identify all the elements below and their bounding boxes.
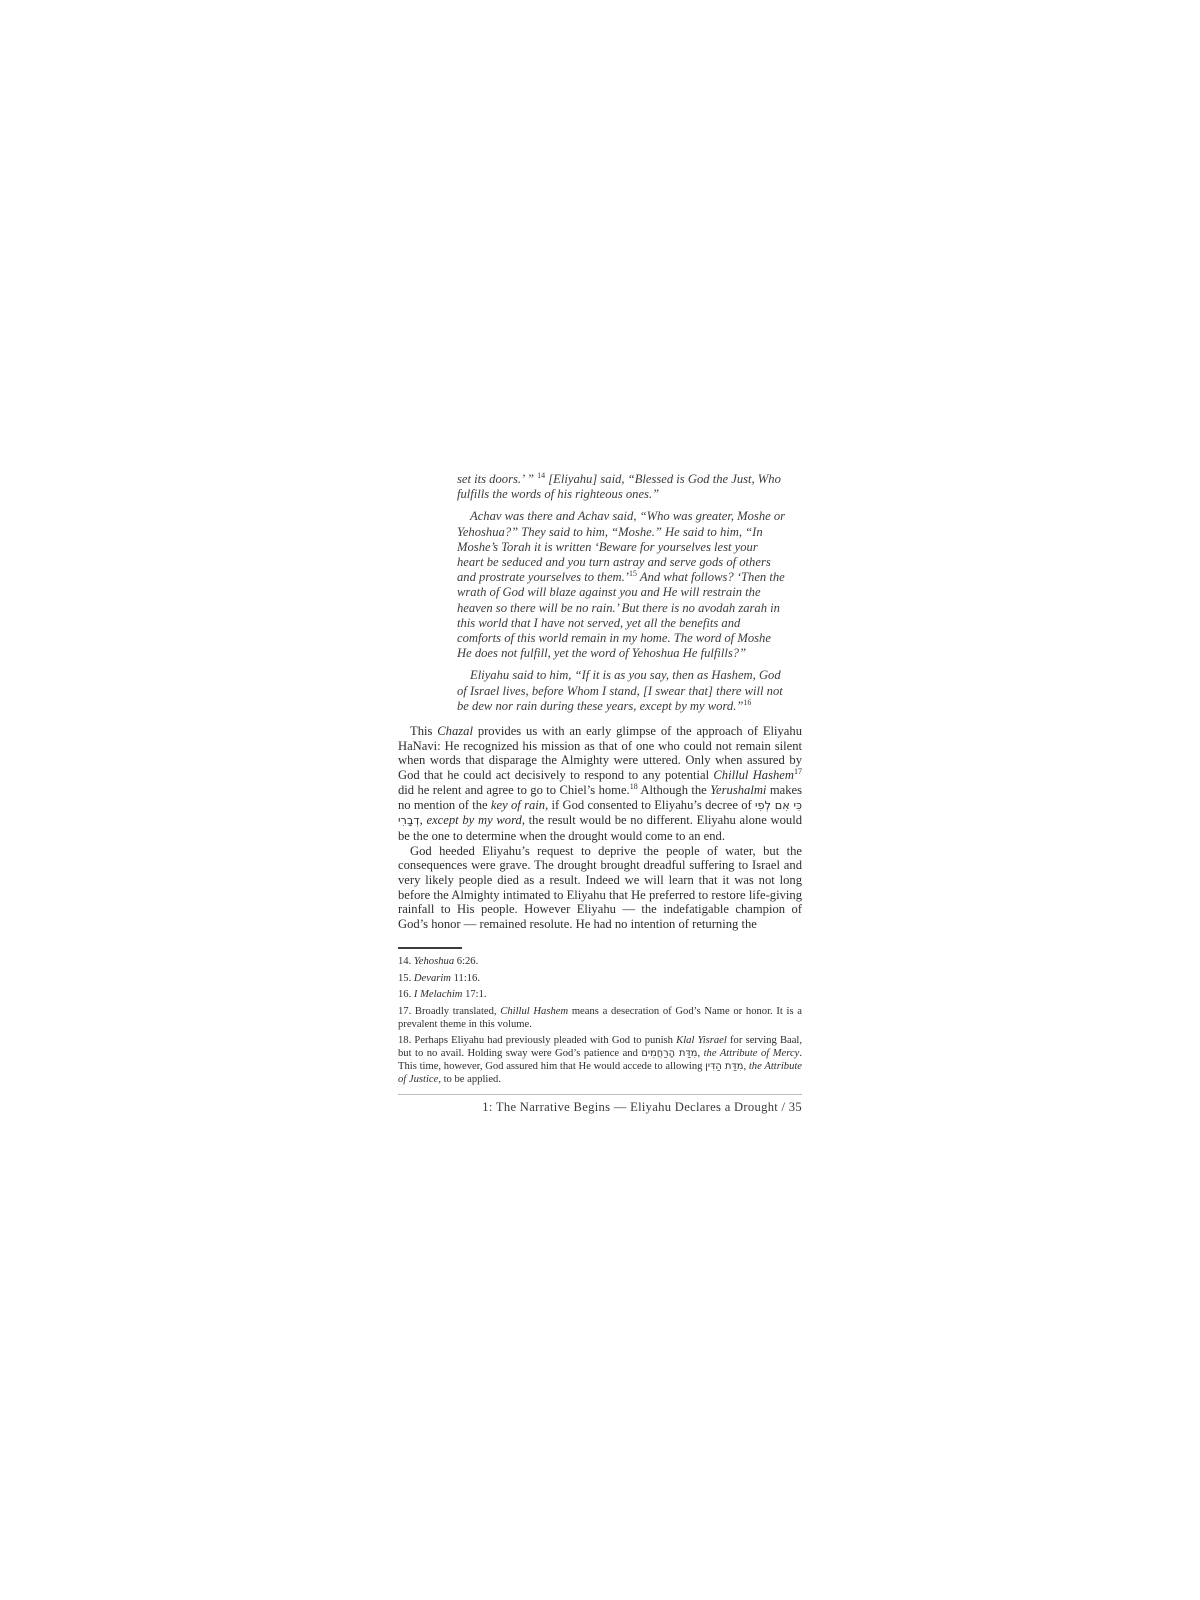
italic-text-run: except by my word xyxy=(426,813,522,828)
footnote-ref: 18 xyxy=(629,781,638,791)
page-content xyxy=(398,472,802,1115)
italic-text-run: Chillul Hashem xyxy=(500,1006,569,1017)
text-run: provides us with an early glimpse of the approach of Eliyahu HaNavi: He recognized his mission as that of one who could not remain silent when words that disparage the Almighty were uttered. Only when assured by God that he could act decisively to respond to any potential xyxy=(398,724,802,783)
text-run: 16. xyxy=(398,989,414,1001)
text-run: 14. xyxy=(398,955,414,967)
talmud-quote-block xyxy=(457,472,787,714)
quote-paragraph xyxy=(457,509,787,661)
footnote-18 xyxy=(398,1035,802,1086)
hebrew-phrase: מִדַּת הָרַחֲמִים xyxy=(641,1048,698,1060)
footnote-ref: 15 xyxy=(628,569,637,579)
text-run: , to be applied. xyxy=(438,1073,501,1085)
italic-text-run: [Eliyahu] said, “Blessed is God the Just, Who fulfills the words of his righteous ones.” xyxy=(457,472,781,502)
italic-text-run: Yehoshua xyxy=(413,955,455,967)
text-run: , xyxy=(743,1060,749,1072)
text-run: means a desecration of God’s Name or honor. It is a prevalent theme in this volume. xyxy=(398,1006,802,1030)
text-run: 6:26. xyxy=(454,955,479,967)
footnote-separator xyxy=(398,947,462,949)
italic-text-run: Achav was there and Achav said, “Who was greater, Moshe or Yehoshua?” They said to him, “Moshe.” He said to him, “In Moshe’s Torah it is written ‘Beware for yourselves lest your heart be seduced and you turn astray and serve gods of others and prostrate yourselves to them.’ xyxy=(457,509,786,585)
italic-text-run: the Attribute of Justice xyxy=(398,1060,803,1085)
text-run: , xyxy=(697,1048,704,1060)
text-run: This xyxy=(410,724,438,739)
quote-paragraph xyxy=(457,668,787,714)
italic-text-run: Devarim xyxy=(413,972,451,984)
text-run: 17. Broadly translated, xyxy=(398,1006,501,1017)
text-run: 11:16. xyxy=(450,972,481,984)
footnote-14 xyxy=(398,956,802,969)
text-run: 17:1. xyxy=(462,989,487,1001)
quote-paragraph xyxy=(457,472,787,502)
text-run: Although the xyxy=(637,782,711,797)
italic-text-run: key of rain xyxy=(490,797,546,812)
italic-text-run: the Attribute of Mercy xyxy=(703,1048,800,1060)
hebrew-phrase: כִּי אִם לְפִי דְבָרִי xyxy=(398,798,803,828)
text-run: . This time, however, God assured him that He would accede to allowing xyxy=(398,1048,803,1072)
italic-text-run: Klal Yisrael xyxy=(676,1035,727,1047)
italic-text-run: Chillul Hashem xyxy=(713,768,794,783)
text-run: , xyxy=(419,813,427,828)
footnote-17 xyxy=(398,1006,802,1031)
footnote-ref: 14 xyxy=(537,470,546,480)
footnote-ref: 16 xyxy=(743,697,752,707)
text-run: for serving Baal, but to no avail. Holding sway were God’s patience and xyxy=(398,1035,803,1060)
text-run: did he relent and agree to go to Chiel’s home. xyxy=(398,782,630,797)
italic-text-run: Eliyahu said to him, “If it is as you say, then as Hashem, God of Israel lives, before Whom I stand, [I swear that] there will not be dew nor rain during these years, except by my word.” xyxy=(457,668,783,713)
footnote-16 xyxy=(398,989,802,1002)
commentary-block xyxy=(398,724,802,932)
italic-text-run: set its doors.’ ” xyxy=(457,472,538,486)
italic-text-run: I Melachim xyxy=(413,989,463,1001)
footnotes-section xyxy=(398,956,802,1086)
footer-rule xyxy=(398,1094,802,1095)
page-footer xyxy=(398,1100,802,1115)
running-title-and-page-number: 1: The Narrative Begins — Eliyahu Declares a Drought / 35 xyxy=(482,1100,802,1115)
text-run: makes no mention of the xyxy=(398,782,802,812)
footnote-ref: 17 xyxy=(794,766,802,776)
text-run: , if God consented to Eliyahu’s decree of xyxy=(545,797,755,812)
text-run: God heeded Eliyahu’s request to deprive the people of water, but the consequences were grave. The drought brought dreadful suffering to Israel and very likely people died as a result. Indeed we will learn that it was not long before the Almighty intimated to Eliyahu that He preferred to restore life-giving rainfall to His people. However Eliyahu — the indefatigable champion of God’s honor — remained resolute. He had no intention of returning the xyxy=(398,843,802,932)
italic-text-run: Yerushalmi xyxy=(710,782,767,797)
text-run: , the result would be no different. Eliyahu alone would be the one to determine when the drought would come to an end. xyxy=(398,813,802,843)
hebrew-phrase: מִדַּת הַדִּין xyxy=(705,1060,744,1072)
commentary-paragraph xyxy=(398,724,802,844)
italic-text-run: Chazal xyxy=(437,724,473,739)
footnote-15 xyxy=(398,973,802,986)
text-run: 15. xyxy=(398,972,414,984)
commentary-paragraph xyxy=(398,844,802,932)
text-run: 18. Perhaps Eliyahu had previously pleaded with God to punish xyxy=(398,1035,677,1047)
italic-text-run: And what follows? ‘Then the wrath of God will blaze against you and He will restrain the heaven so there will be no rain.’ But there is no avodah zarah in this world that I have not served, yet all the benefits and comforts of this world remain in my home. The word of Moshe He does not fulfill, yet the word of Yehoshua He fulfills?” xyxy=(457,570,785,661)
